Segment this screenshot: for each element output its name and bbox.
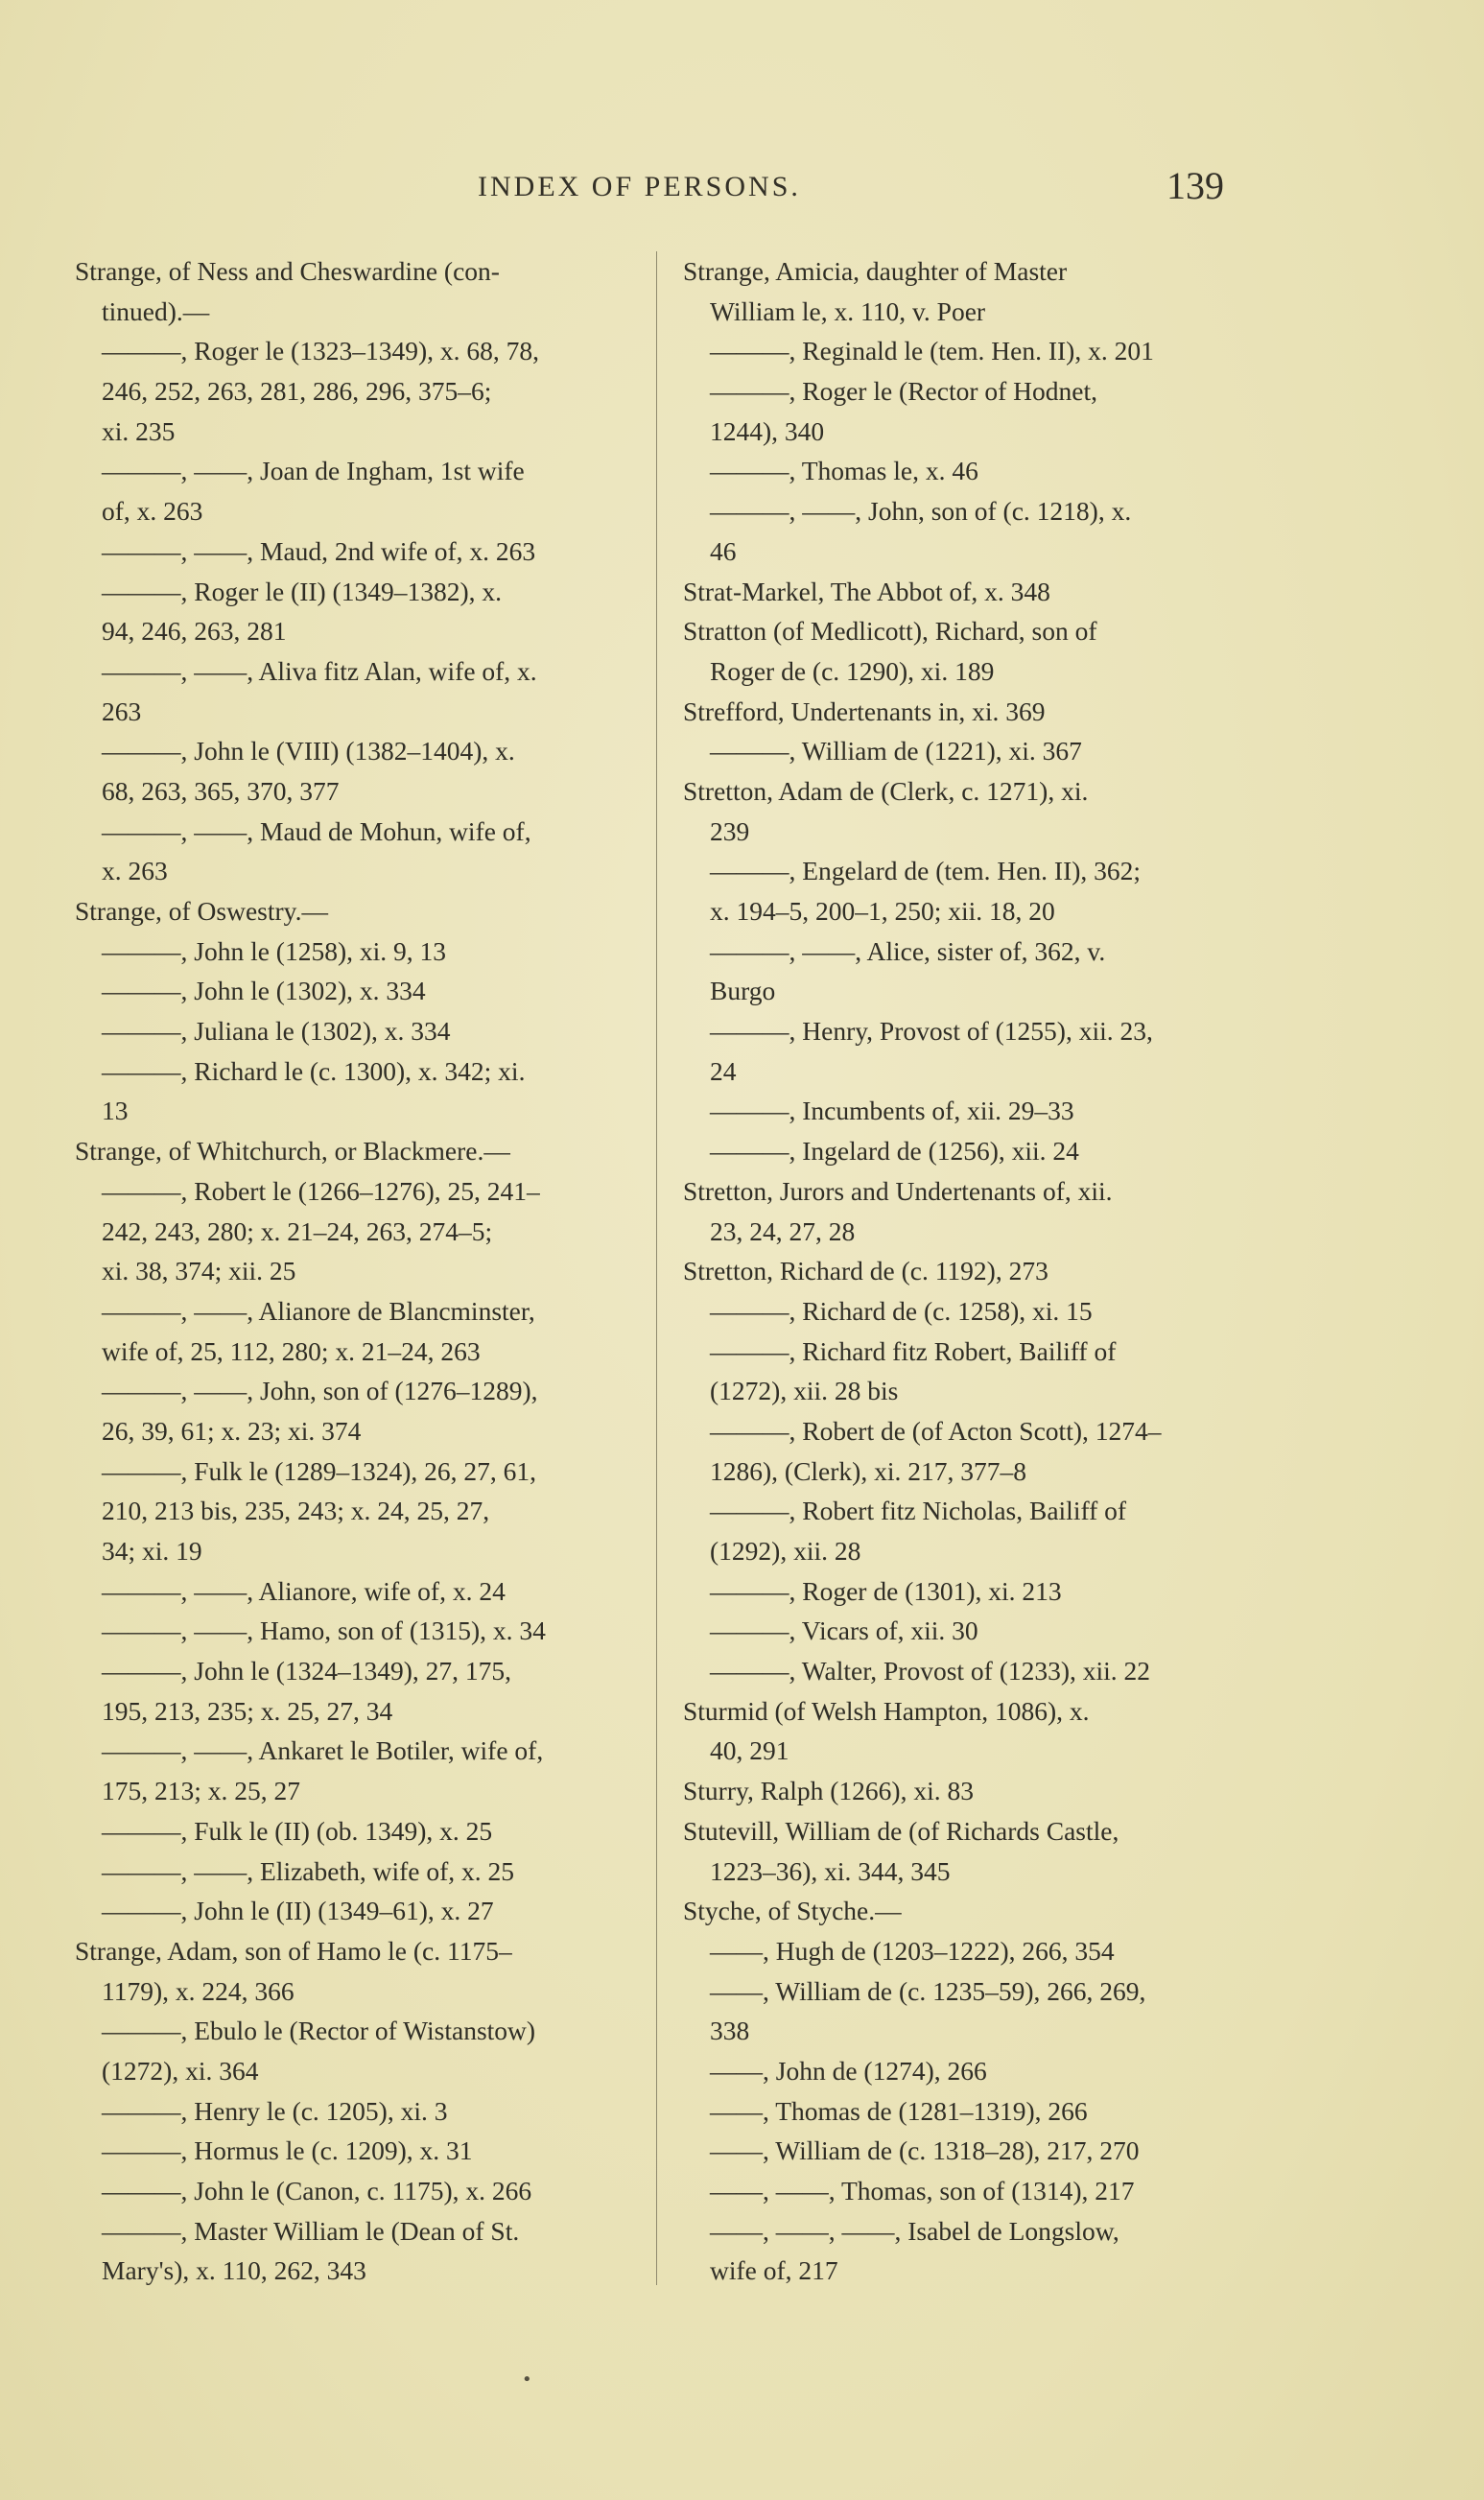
- index-line: 1223–36), xi. 344, 345: [710, 1855, 951, 1886]
- index-line: 1286), (Clerk), xi. 217, 377–8: [710, 1455, 1026, 1486]
- index-line: tinued).—: [102, 295, 210, 326]
- index-line: 23, 24, 27, 28: [710, 1215, 856, 1246]
- index-line: ———, Juliana le (1302), x. 334: [102, 1016, 451, 1047]
- index-line: ———, Richard fitz Robert, Bailiff of: [710, 1335, 1117, 1366]
- index-line: ———, ——, Hamo, son of (1315), x. 34: [102, 1616, 546, 1646]
- index-line: x. 263: [102, 856, 168, 886]
- index-line: 24: [710, 1055, 737, 1086]
- index-line: ———, John le (Canon, c. 1175), x. 266: [102, 2176, 532, 2205]
- index-line: 175, 213; x. 25, 27: [102, 1776, 301, 1806]
- index-line: 246, 252, 263, 281, 286, 296, 375–6;: [102, 376, 492, 407]
- index-line: 210, 213 bis, 235, 243; x. 24, 25, 27,: [102, 1496, 490, 1526]
- index-line: ———, ——, Alianore, wife of, x. 24: [102, 1575, 506, 1606]
- index-line: ———, Roger le (Rector of Hodnet,: [710, 376, 1098, 407]
- index-line: 338: [710, 2016, 750, 2046]
- index-line: ———, Robert fitz Nicholas, Bailiff of: [710, 1496, 1127, 1526]
- index-line: 242, 243, 280; x. 21–24, 263, 274–5;: [102, 1215, 493, 1246]
- index-line: ———, Engelard de (tem. Hen. II), 362;: [710, 856, 1142, 886]
- index-line: Strange, of Ness and Cheswardine (con-: [75, 256, 500, 286]
- index-line: Stratton (of Medlicott), Richard, son of: [683, 616, 1097, 647]
- index-line: 94, 246, 263, 281: [102, 616, 287, 647]
- index-line: ———, Robert le (1266–1276), 25, 241–: [102, 1175, 540, 1206]
- index-line: ——, ——, Thomas, son of (1314), 217: [710, 2176, 1135, 2205]
- page-header: [0, 164, 1484, 219]
- index-line: ——, William de (c. 1318–28), 217, 270: [710, 2135, 1140, 2166]
- index-line: William le, x. 110, v. Poer: [710, 295, 986, 326]
- index-line: Strange, of Whitchurch, or Blackmere.—: [75, 1136, 510, 1167]
- index-line: ———, ——, Maud de Mohun, wife of,: [102, 815, 531, 846]
- index-line: ———, Fulk le (II) (ob. 1349), x. 25: [102, 1815, 493, 1846]
- index-line: ——, Hugh de (1203–1222), 266, 354: [710, 1935, 1115, 1966]
- index-line: 195, 213, 235; x. 25, 27, 34: [102, 1695, 393, 1726]
- index-line: ———, ——, Joan de Ingham, 1st wife: [102, 456, 525, 486]
- index-line: Strat-Markel, The Abbot of, x. 348: [683, 576, 1050, 606]
- right-index-column: [683, 251, 1244, 2291]
- index-line: ———, Roger le (1323–1349), x. 68, 78,: [102, 336, 539, 366]
- left-index-column: [75, 251, 636, 2291]
- index-line: ——, John de (1274), 266: [710, 2055, 987, 2086]
- index-line: ——, William de (c. 1235–59), 266, 269,: [710, 1975, 1146, 2006]
- index-line: ———, ——, Aliva fitz Alan, wife of, x.: [102, 655, 537, 686]
- index-line: 1244), 340: [710, 415, 825, 446]
- index-line: 68, 263, 365, 370, 377: [102, 775, 340, 806]
- index-line: ———, William de (1221), xi. 367: [710, 736, 1082, 767]
- index-line: Strange, Amicia, daughter of Master: [683, 256, 1068, 286]
- index-line: 46: [710, 535, 737, 566]
- index-line: ———, Henry, Provost of (1255), xii. 23,: [710, 1016, 1153, 1047]
- index-line: Strefford, Undertenants in, xi. 369: [683, 696, 1046, 726]
- index-line: (1272), xii. 28 bis: [710, 1376, 899, 1406]
- index-line: Stretton, Richard de (c. 1192), 273: [683, 1256, 1048, 1286]
- page-number: 139: [1166, 164, 1224, 207]
- index-line: Roger de (c. 1290), xi. 189: [710, 655, 995, 686]
- index-line: ———, Reginald le (tem. Hen. II), x. 201: [710, 336, 1154, 366]
- index-line: Stutevill, William de (of Richards Castle,: [683, 1815, 1119, 1846]
- index-line: Mary's), x. 110, 262, 343: [102, 2255, 366, 2286]
- index-line: ———, Fulk le (1289–1324), 26, 27, 61,: [102, 1455, 536, 1486]
- index-line: ———, Robert de (of Acton Scott), 1274–: [710, 1415, 1162, 1446]
- index-line: ———, ——, John, son of (c. 1218), x.: [710, 496, 1132, 527]
- index-line: (1292), xii. 28: [710, 1536, 861, 1566]
- index-line: ———, Thomas le, x. 46: [710, 456, 978, 486]
- index-line: ———, Vicars of, xii. 30: [710, 1616, 978, 1646]
- index-line: ———, Incumbents of, xii. 29–33: [710, 1096, 1074, 1126]
- index-line: ———, Roger de (1301), xi. 213: [710, 1575, 1062, 1606]
- index-line: ———, John le (VIII) (1382–1404), x.: [102, 736, 515, 767]
- index-line: ———, John le (1324–1349), 27, 175,: [102, 1656, 511, 1686]
- index-line: ———, Master William le (Dean of St.: [102, 2215, 520, 2246]
- index-line: Sturry, Ralph (1266), xi. 83: [683, 1776, 974, 1806]
- index-line: x. 194–5, 200–1, 250; xii. 18, 20: [710, 896, 1055, 926]
- index-line: of, x. 263: [102, 496, 203, 527]
- index-line: ———, John le (II) (1349–61), x. 27: [102, 1896, 494, 1926]
- index-line: 26, 39, 61; x. 23; xi. 374: [102, 1415, 362, 1446]
- index-line: Stretton, Adam de (Clerk, c. 1271), xi.: [683, 775, 1089, 806]
- index-line: Stretton, Jurors and Undertenants of, xii.: [683, 1175, 1113, 1206]
- index-line: xi. 235: [102, 415, 176, 446]
- index-line: (1272), xi. 364: [102, 2055, 259, 2086]
- index-line: ———, Richard de (c. 1258), xi. 15: [710, 1295, 1093, 1326]
- index-line: ———, Henry le (c. 1205), xi. 3: [102, 2095, 448, 2126]
- index-line: ———, ——, Ankaret le Botiler, wife of,: [102, 1735, 544, 1766]
- printer-mark: •: [522, 2370, 532, 2390]
- index-line: ———, ——, Alianore de Blancminster,: [102, 1295, 535, 1326]
- index-line: ———, Ingelard de (1256), xii. 24: [710, 1136, 1079, 1167]
- index-line: 34; xi. 19: [102, 1536, 202, 1566]
- index-line: 239: [710, 815, 750, 846]
- index-line: wife of, 217: [710, 2255, 838, 2286]
- index-line: xi. 38, 374; xii. 25: [102, 1256, 296, 1286]
- index-line: Strange, Adam, son of Hamo le (c. 1175–: [75, 1935, 512, 1966]
- index-line: Strange, of Oswestry.—: [75, 896, 329, 926]
- index-line: ——, Thomas de (1281–1319), 266: [710, 2095, 1088, 2126]
- index-line: ———, ——, Elizabeth, wife of, x. 25: [102, 1855, 514, 1886]
- index-line: ———, Ebulo le (Rector of Wistanstow): [102, 2016, 536, 2046]
- index-line: ———, ——, John, son of (1276–1289),: [102, 1376, 538, 1406]
- index-line: ———, Roger le (II) (1349–1382), x.: [102, 576, 502, 606]
- column-divider: [656, 251, 657, 2285]
- index-line: 13: [102, 1096, 129, 1126]
- index-line: ———, ——, Maud, 2nd wife of, x. 263: [102, 535, 536, 566]
- index-line: Sturmid (of Welsh Hampton, 1086), x.: [683, 1695, 1090, 1726]
- index-line: ———, John le (1258), xi. 9, 13: [102, 935, 447, 966]
- index-line: ———, Richard le (c. 1300), x. 342; xi.: [102, 1055, 526, 1086]
- index-line: 263: [102, 696, 142, 726]
- index-line: 40, 291: [710, 1735, 789, 1766]
- index-line: ——, ——, ——, Isabel de Longslow,: [710, 2215, 1119, 2246]
- index-line: ———, John le (1302), x. 334: [102, 976, 426, 1006]
- index-line: ———, Hormus le (c. 1209), x. 31: [102, 2135, 473, 2166]
- index-line: wife of, 25, 112, 280; x. 21–24, 263: [102, 1335, 481, 1366]
- index-line: ———, Walter, Provost of (1233), xii. 22: [710, 1656, 1151, 1686]
- index-line: Styche, of Styche.—: [683, 1896, 902, 1926]
- index-line: ———, ——, Alice, sister of, 362, v.: [710, 935, 1106, 966]
- running-title: INDEX OF PERSONS.: [478, 171, 801, 202]
- index-line: Burgo: [710, 976, 776, 1006]
- index-line: 1179), x. 224, 366: [102, 1975, 294, 2006]
